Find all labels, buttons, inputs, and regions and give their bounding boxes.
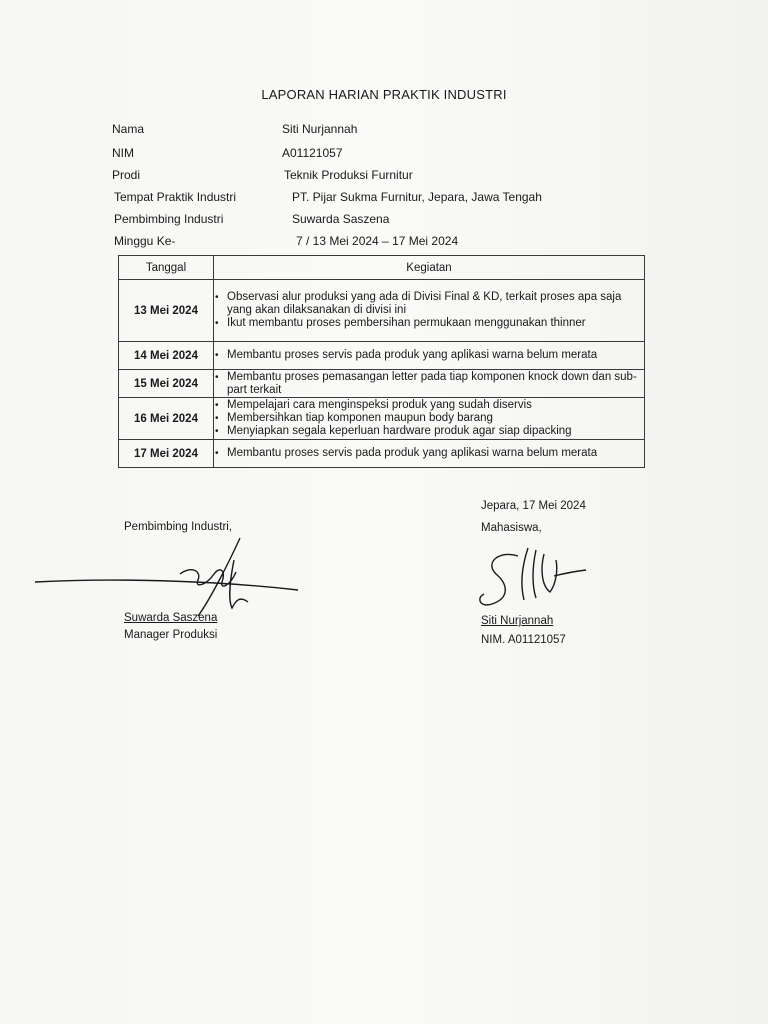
row-activities (214, 440, 645, 468)
signature-place-date: Jepara, 17 Mei 2024 (481, 500, 586, 512)
info-value: A01121057 (282, 146, 343, 160)
info-label: Prodi (112, 168, 141, 182)
column-header-tanggal: Tanggal (119, 256, 214, 280)
list-item: • Membantu proses servis pada produk yang aplikasi warna belum merata (227, 349, 644, 362)
row-date: 15 Mei 2024 (119, 370, 214, 398)
info-label: Minggu Ke- (114, 234, 176, 248)
info-value: Teknik Produksi Furnitur (284, 168, 413, 182)
info-label: Pembimbing Industri (114, 212, 224, 226)
signature-name: Suwarda Saszena (124, 612, 218, 624)
info-value: Suwarda Saszena (292, 212, 390, 226)
row-date: 16 Mei 2024 (119, 398, 214, 440)
signature-label: Mahasiswa, (481, 522, 542, 534)
row-activities (214, 370, 645, 398)
page-title: LAPORAN HARIAN PRAKTIK INDUSTRI (261, 87, 507, 102)
list-item: • Observasi alur produksi yang ada di Divisi Final & KD, terkait proses apa saja yang akan dilaksanakan di divisi ini (227, 291, 644, 317)
table-row (119, 440, 645, 468)
table-header-row (119, 256, 645, 280)
signature-role: Manager Produksi (124, 629, 218, 641)
table-row (119, 370, 645, 398)
list-item: • Membantu proses pemasangan letter pada tiap komponen knock down dan sub-part terkait (227, 371, 644, 397)
table-row (119, 280, 645, 342)
student-signature (470, 540, 600, 615)
list-item: • Membantu proses servis pada produk yang aplikasi warna belum merata (227, 447, 644, 460)
row-activities (214, 280, 645, 342)
supervisor-signature (30, 530, 310, 620)
row-date: 17 Mei 2024 (119, 440, 214, 468)
table-row (119, 342, 645, 370)
list-item: • Menyiapkan segala keperluan hardware produk agar siap dipacking (227, 425, 644, 438)
list-item: • Membersihkan tiap komponen maupun body barang (227, 412, 644, 425)
info-value: PT. Pijar Sukma Furnitur, Jepara, Jawa Tengah (292, 190, 542, 204)
info-value: 7 / 13 Mei 2024 – 17 Mei 2024 (296, 234, 459, 248)
signature-label: Pembimbing Industri, (124, 521, 233, 533)
table-row (119, 398, 645, 440)
info-label: NIM (112, 146, 134, 160)
list-item: • Mempelajari cara menginspeksi produk yang sudah diservis (227, 399, 644, 412)
info-value: Siti Nurjannah (282, 122, 358, 136)
activity-table (118, 255, 645, 468)
list-item: • Ikut membantu proses pembersihan permukaan menggunakan thinner (227, 317, 644, 330)
info-label: Tempat Praktik Industri (114, 190, 237, 204)
signature-name: Siti Nurjannah (481, 615, 554, 627)
info-label: Nama (112, 122, 145, 136)
column-header-kegiatan: Kegiatan (214, 256, 645, 280)
signature-id: NIM. A01121057 (481, 634, 566, 646)
row-date: 14 Mei 2024 (119, 342, 214, 370)
row-activities (214, 398, 645, 440)
row-date: 13 Mei 2024 (119, 280, 214, 342)
row-activities (214, 342, 645, 370)
